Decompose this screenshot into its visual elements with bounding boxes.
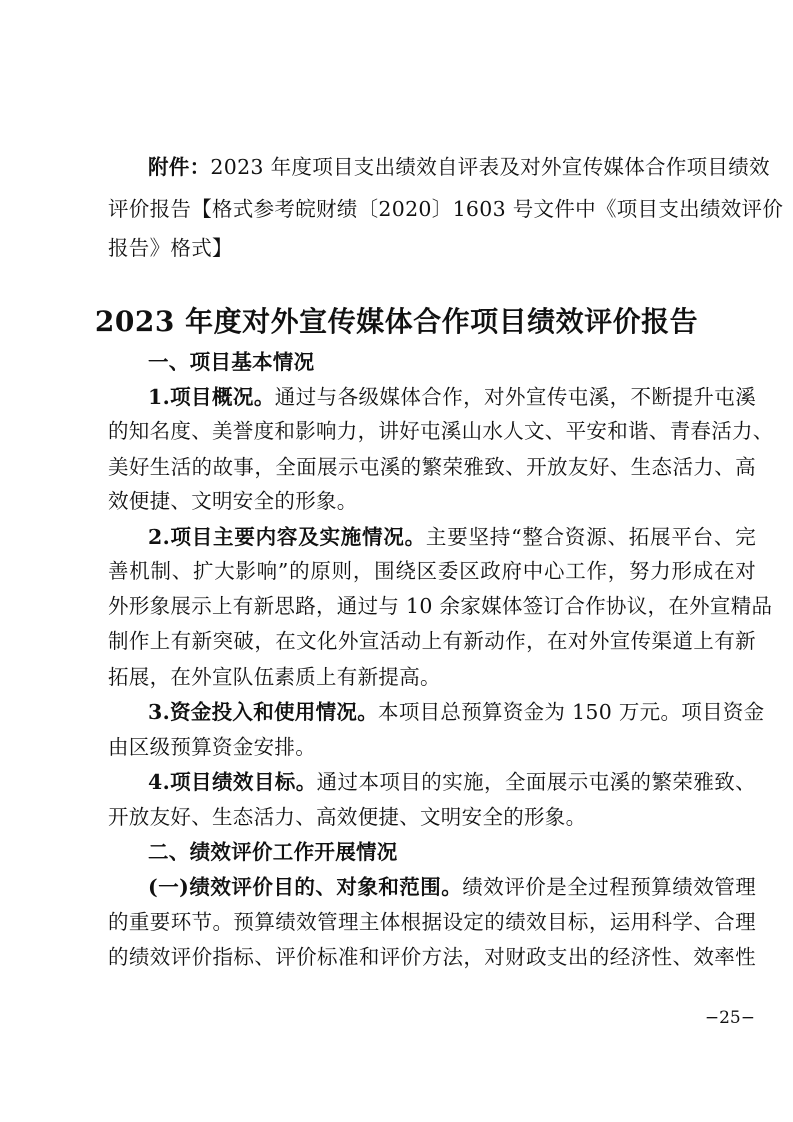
- p3-lead: 3.资金投入和使用情况。: [148, 700, 379, 724]
- document-title: 2023 年度对外宣传媒体合作项目绩效评价报告: [94, 305, 699, 338]
- attachment-label: 附件：: [148, 155, 211, 179]
- p1-line-2: 的知名度、美誉度和影响力，讲好屯溪山水人文、平安和谐、青春活力、: [108, 419, 774, 443]
- p2-line-2: 善机制、扩大影响”的原则，围绕区委区政府中心工作，努力形成在对: [108, 559, 756, 583]
- p4-lead: 4.项目绩效目标。: [148, 770, 317, 794]
- p5-text-1: 绩效评价是全过程预算绩效管理: [462, 875, 757, 899]
- p1-line-1: [148, 380, 756, 414]
- attachment-line-2: 评价报告【格式参考皖财绩〔2020〕1603 号文件中《项目支出绩效评价: [108, 197, 784, 221]
- section-2-heading: 二、绩效评价工作开展情况: [148, 840, 398, 864]
- p2-line-1: [148, 520, 756, 554]
- p4-line-2: 开放友好、生态活力、高效便捷、文明安全的形象。: [108, 805, 587, 829]
- p3-text-1: 本项目总预算资金为 150 万元。项目资金: [378, 700, 765, 724]
- attachment-line-3: 报告》格式】: [108, 236, 233, 260]
- p5-lead: (一)绩效评价目的、对象和范围。: [148, 875, 463, 899]
- p4-text-1: 通过本项目的实施，全面展示屯溪的繁荣雅致、: [316, 770, 756, 794]
- page-number: −25−: [704, 1008, 755, 1028]
- p1-text-1: 通过与各级媒体合作，对外宣传屯溪，不断提升屯溪: [274, 385, 756, 409]
- p2-line-3: 外形象展示上有新思路，通过与 10 余家媒体签订合作协议，在外宣精品: [108, 594, 773, 618]
- p4-line-1: [148, 765, 756, 799]
- p2-line-4: 制作上有新突破，在文化外宣活动上有新动作，在对外宣传渠道上有新: [108, 629, 756, 653]
- p1-line-3: 美好生活的故事，全面展示屯溪的繁荣雅致、开放友好、生态活力、高: [108, 455, 756, 479]
- p1-lead: 1.项目概况。: [148, 385, 275, 409]
- p3-line-1: [148, 695, 765, 729]
- section-1-heading: 一、项目基本情况: [148, 350, 315, 374]
- attachment-text-1: 2023 年度项目支出绩效自评表及对外宣传媒体合作项目绩效: [210, 155, 770, 179]
- p5-line-2: 的重要环节。预算绩效管理主体根据设定的绩效目标，运用科学、合理: [108, 910, 756, 934]
- p2-text-1: 主要坚持“整合资源、拓展平台、完: [425, 525, 756, 549]
- attachment-line-1: [148, 150, 770, 184]
- p5-line-1: [148, 870, 756, 904]
- p3-line-2: 由区级预算资金安排。: [108, 735, 316, 759]
- p5-line-3: 的绩效评价指标、评价标准和评价方法，对财政支出的经济性、效率性: [108, 945, 756, 969]
- p2-line-5: 拓展，在外宣队伍素质上有新提高。: [108, 665, 441, 689]
- p2-lead: 2.项目主要内容及实施情况。: [148, 525, 426, 549]
- p1-line-4: 效便捷、文明安全的形象。: [108, 489, 358, 513]
